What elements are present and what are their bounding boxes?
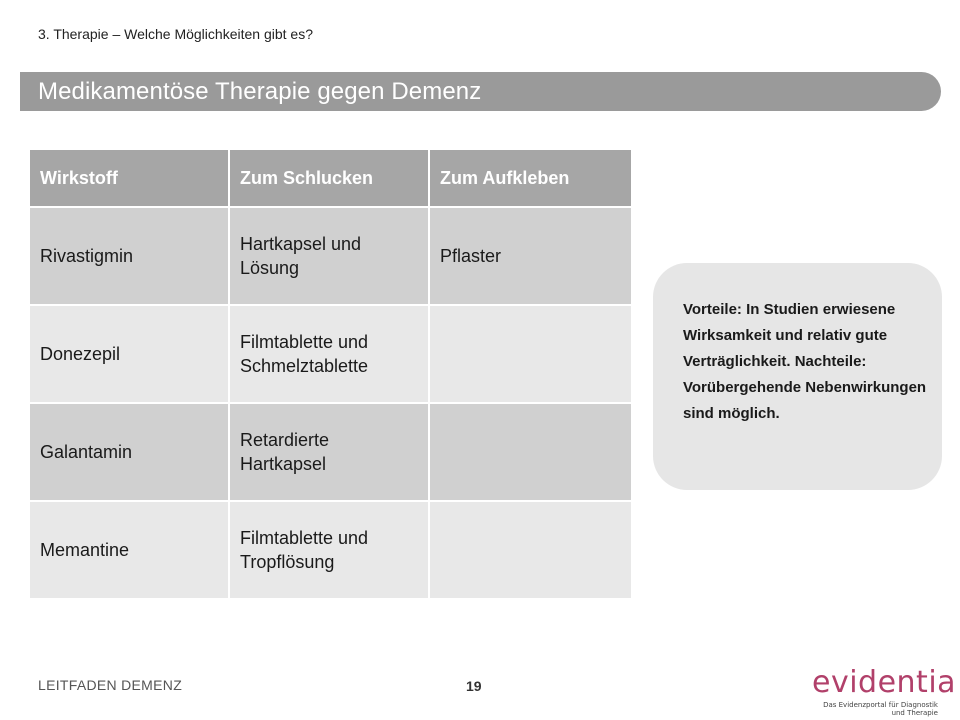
page-title: Medikamentöse Therapie gegen Demenz [38, 77, 482, 105]
table-row [30, 502, 631, 600]
cell-zum-aufkleben: Pflaster [430, 208, 631, 306]
cell-wirkstoff: Donezepil [30, 306, 230, 404]
breadcrumb: 3. Therapie – Welche Möglichkeiten gibt es? [38, 26, 313, 42]
logo-tagline: Das Evidenzportal für Diagnostik und Therapie [823, 701, 938, 717]
cell-wirkstoff: Rivastigmin [30, 208, 230, 306]
table-row [30, 208, 631, 306]
medication-table [30, 150, 631, 600]
page-number: 19 [466, 678, 482, 694]
cell-zum-schlucken: Filmtablette und Schmelztablette [230, 306, 430, 404]
header-cell-wirkstoff: Wirkstoff [30, 150, 230, 208]
cell-zum-aufkleben [430, 502, 631, 600]
footer-label: LEITFADEN DEMENZ [38, 677, 183, 693]
logo-wordmark: evidentia [812, 665, 957, 700]
cell-zum-schlucken: Hartkapsel und Lösung [230, 208, 430, 306]
header-cell-zum-aufkleben: Zum Aufkleben [430, 150, 631, 208]
cell-zum-aufkleben [430, 306, 631, 404]
cell-wirkstoff: Memantine [30, 502, 230, 600]
title-bar [20, 72, 941, 111]
cell-zum-schlucken: Retardierte Hartkapsel [230, 404, 430, 502]
evidentia-logo [812, 665, 957, 717]
cell-zum-schlucken: Filmtablette und Tropflösung [230, 502, 430, 600]
note-text: Vorteile: In Studien erwiesene Wirksamkeit und relativ gute Verträglichkeit. Nachteile: Vorübergehende Nebenwirkungen sind möglich. [683, 301, 927, 422]
pros-cons-note [653, 263, 942, 490]
table-row [30, 404, 631, 502]
cell-wirkstoff: Galantamin [30, 404, 230, 502]
header-cell-zum-schlucken: Zum Schlucken [230, 150, 430, 208]
table-row [30, 306, 631, 404]
cell-zum-aufkleben [430, 404, 631, 502]
table-header-row [30, 150, 631, 208]
